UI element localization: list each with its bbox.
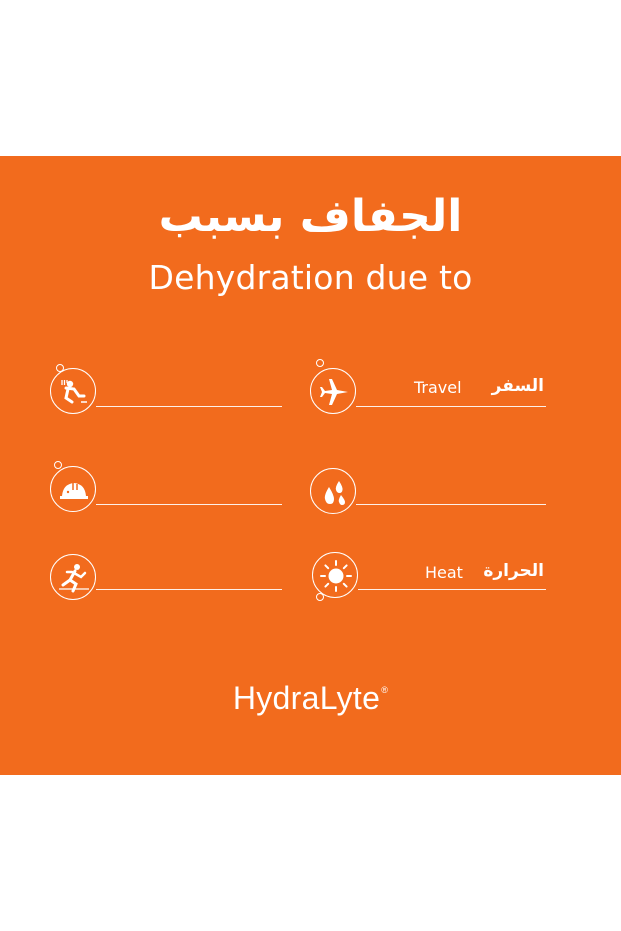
underline: [356, 504, 546, 505]
underline: [96, 406, 282, 407]
travel-ar-label: السفر: [491, 376, 544, 396]
hydralyte-logo: [0, 670, 621, 718]
decor-dot: [316, 593, 324, 601]
brand-name: HydraLyte: [232, 680, 381, 716]
registered-mark: ®: [381, 685, 389, 695]
hard-hat-icon: [50, 466, 96, 512]
sweat-drops-icon: [310, 468, 356, 514]
travel-en-label: Travel: [414, 378, 462, 397]
underline: [96, 504, 282, 505]
vomiting-person-icon: [50, 368, 96, 414]
airplane-icon: [310, 368, 356, 414]
sun-icon: [312, 552, 358, 598]
title-english: Dehydration due to: [148, 258, 473, 297]
underline: [96, 589, 282, 590]
heat-en-label: Heat: [425, 563, 463, 582]
running-person-icon: [50, 554, 96, 600]
title-arabic: الجفاف بسبب: [158, 191, 463, 242]
decor-dot: [316, 359, 324, 367]
infographic-panel: [0, 156, 621, 775]
underline: [358, 589, 546, 590]
heat-ar-label: الحرارة: [483, 561, 544, 581]
underline: [356, 406, 546, 407]
